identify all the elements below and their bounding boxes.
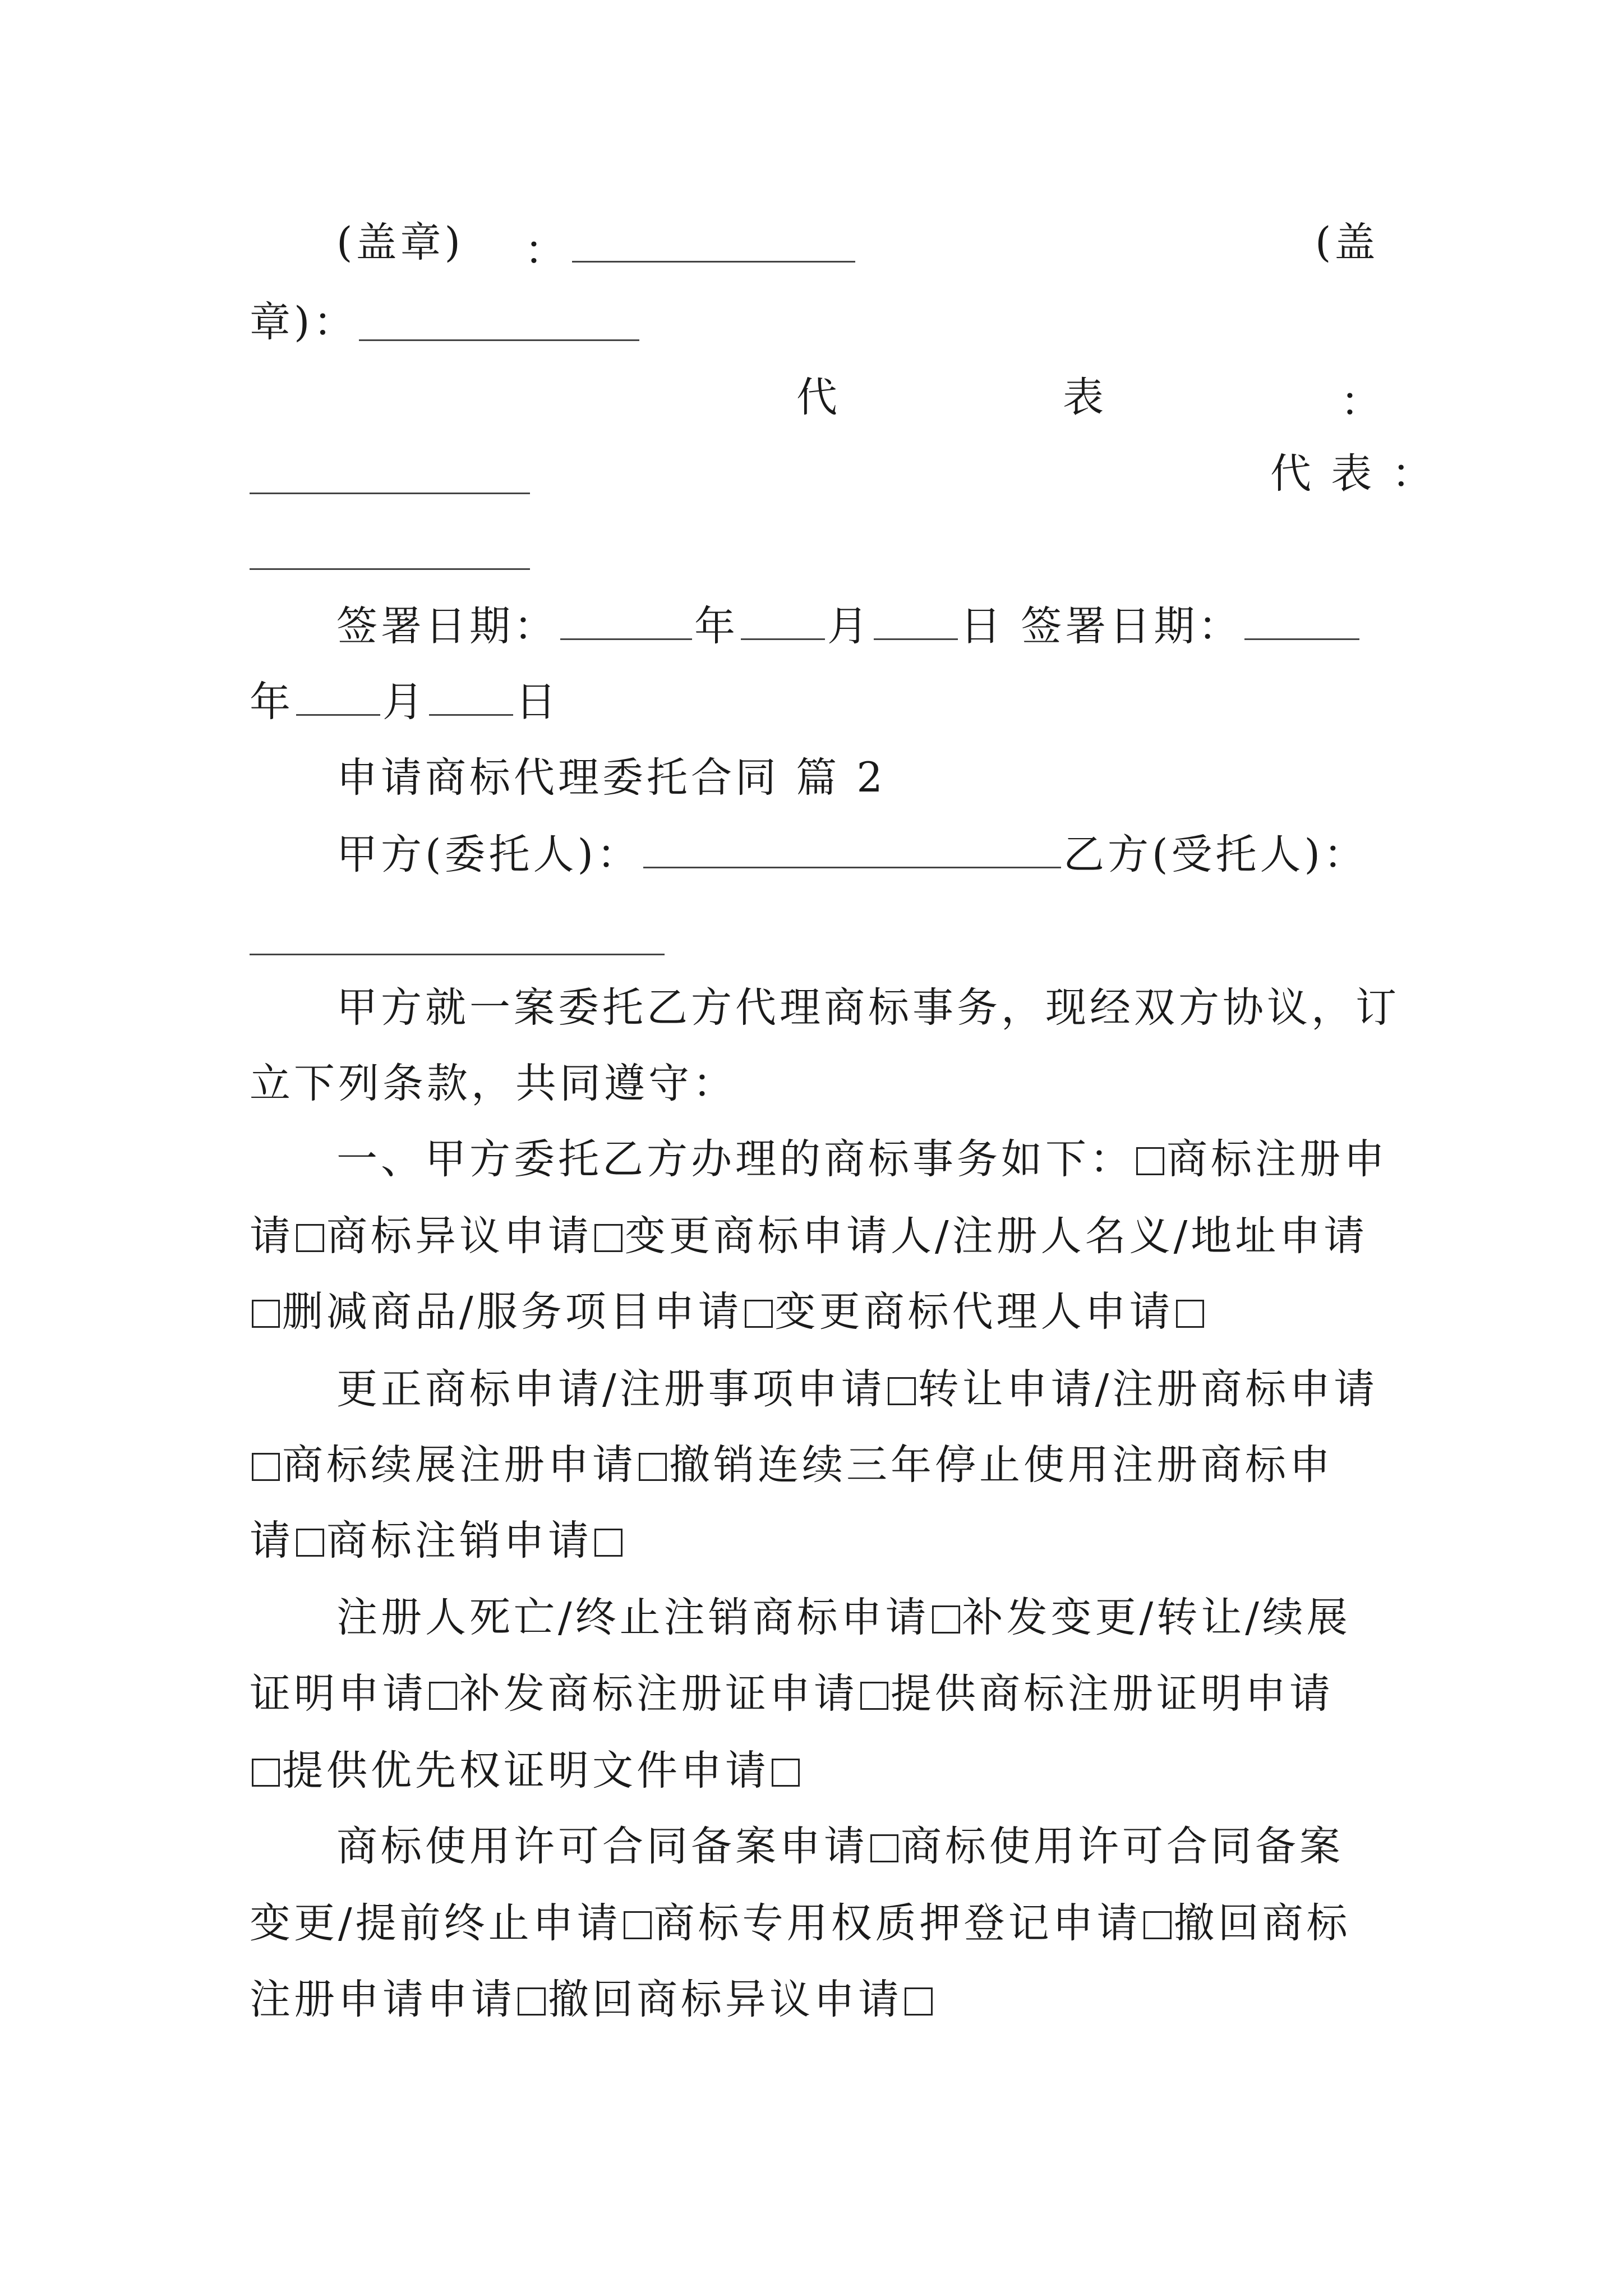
rep-blank-a xyxy=(250,493,530,494)
seal-colon-a: ： xyxy=(524,227,569,274)
checkbox[interactable] xyxy=(639,1453,667,1481)
seal-blank-b xyxy=(359,339,639,341)
rep-colon-a: ： xyxy=(1340,378,1385,426)
clause1-p3-l1: 注册人死亡/终止注销商标申请 补发变更/转让/续展 xyxy=(336,1594,1351,1641)
checkbox[interactable] xyxy=(252,1453,280,1481)
section-title: 申请商标代理委托合同 篇 2 xyxy=(336,754,886,802)
checkbox[interactable] xyxy=(296,1529,324,1557)
checkbox[interactable] xyxy=(518,1987,546,2016)
date-line-2: 年 月 日 xyxy=(250,678,560,726)
intro-line-2: 立下列条款，共同遵守： xyxy=(250,1060,737,1107)
clause1-p4-l1: 商标使用许可合同备案申请 商标使用许可合同备案 xyxy=(336,1823,1344,1870)
date-label-a: 签署日期： xyxy=(336,602,558,650)
checkbox[interactable] xyxy=(252,1300,280,1328)
date-label-b: 签署日期： xyxy=(1021,602,1243,650)
clause1-p3-l2: 证明申请 补发商标注册证申请 提供商标注册证明申请 xyxy=(250,1670,1334,1718)
checkbox[interactable] xyxy=(1176,1300,1204,1328)
checkbox[interactable] xyxy=(594,1529,623,1557)
checkbox[interactable] xyxy=(296,1224,324,1252)
party-b-label: 乙方(受托人)： xyxy=(1063,831,1368,878)
checkbox[interactable] xyxy=(932,1605,960,1634)
checkbox[interactable] xyxy=(860,1682,888,1710)
rep-blank-b xyxy=(250,568,530,570)
clause1-p1-l1: 一、甲方委托乙方办理的商标事务如下： 商标注册申 xyxy=(336,1135,1388,1183)
party-line xyxy=(336,831,1368,878)
checkbox[interactable] xyxy=(624,1911,652,1939)
checkbox[interactable] xyxy=(594,1224,623,1252)
rep-label-a-2: 表 xyxy=(1063,374,1107,421)
clause1-p3-l3: 提供优先权证明文件申请 xyxy=(250,1750,802,1791)
party-a-label: 甲方(委托人)： xyxy=(336,831,641,878)
clause1-p1-l3: 删减商品/服务项目申请 变更商标代理人申请 xyxy=(250,1291,1206,1332)
seal-line-a xyxy=(336,219,464,266)
clause1-p2-l1: 更正商标申请/注册事项申请 转让申请/注册商标申请 xyxy=(336,1365,1378,1413)
clause1-p2-l3: 请 商标注销申请 xyxy=(250,1520,625,1561)
seal-label-a: (盖章) xyxy=(336,219,464,266)
clause1-p4-l2: 变更/提前终止申请 商标专用权质押登记申请 撤回商标 xyxy=(250,1899,1351,1947)
seal-label-b-head: (盖 xyxy=(1315,219,1379,266)
checkbox[interactable] xyxy=(905,1987,933,2016)
checkbox[interactable] xyxy=(1136,1147,1164,1175)
checkbox[interactable] xyxy=(888,1377,916,1405)
rep-label-b: 代 表 ： xyxy=(1270,450,1436,498)
clause1-p4-l3: 注册申请申请 撤回商标异议申请 xyxy=(250,1979,935,2020)
checkbox[interactable] xyxy=(1144,1911,1172,1939)
checkbox[interactable] xyxy=(745,1300,773,1328)
checkbox[interactable] xyxy=(429,1682,457,1710)
clause1-p1-l2: 请 商标异议申请 变更商标申请人/注册人名义/地址申请 xyxy=(250,1212,1368,1260)
seal-label-b-tail: 章)： xyxy=(250,298,358,346)
party-b-blank xyxy=(250,954,665,955)
checkbox[interactable] xyxy=(870,1834,898,1862)
clause1-p2-l2: 商标续展注册申请 撤销连续三年停止使用注册商标申 xyxy=(250,1444,1334,1485)
rep-label-a-1: 代 xyxy=(796,374,841,421)
seal-blank-a xyxy=(572,261,855,263)
intro-line-1: 甲方就一案委托乙方代理商标事务，现经双方协议，订 xyxy=(336,984,1400,1032)
date-line: 签署日期： 年 月 日 签署日期： xyxy=(336,606,1362,647)
checkbox[interactable] xyxy=(252,1759,280,1787)
checkbox[interactable] xyxy=(772,1759,800,1787)
